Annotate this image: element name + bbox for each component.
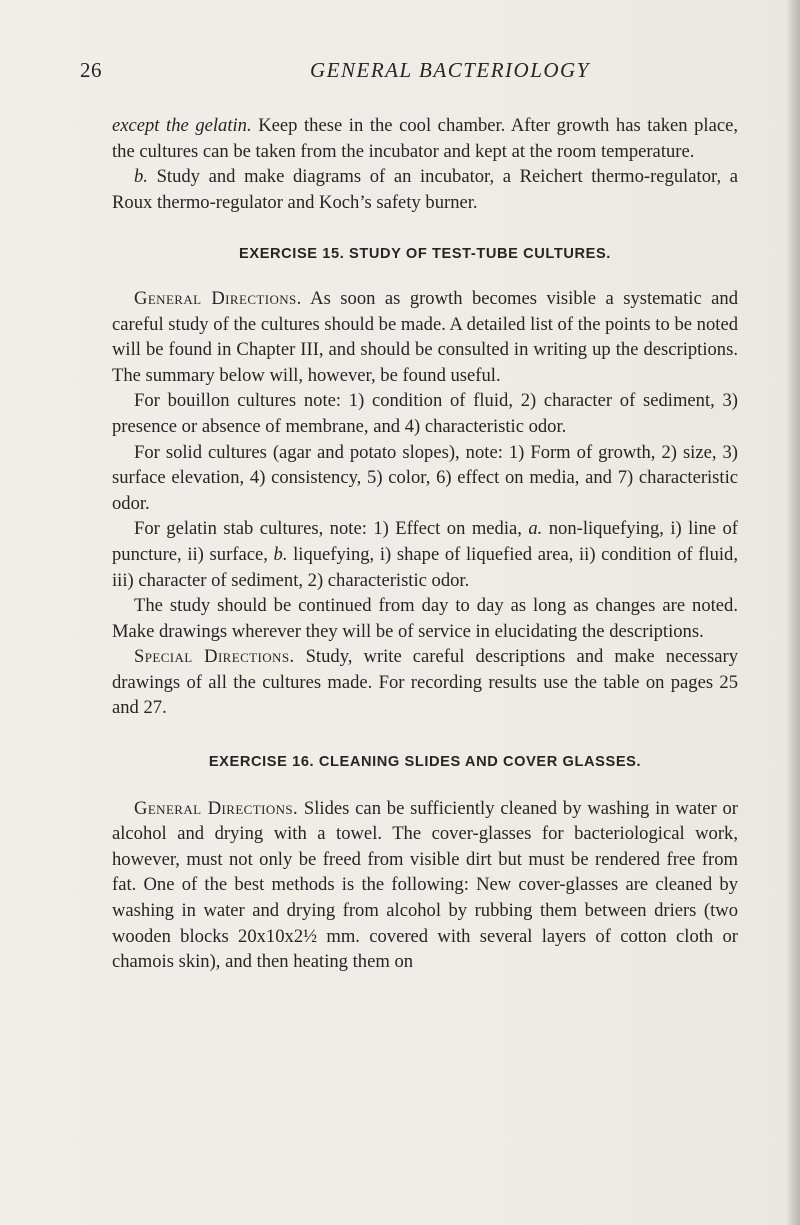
page-header <box>80 58 740 88</box>
running-head: GENERAL BACTERIOLOGY <box>310 58 590 82</box>
ex16-general-text: Slides can be sufficiently cleaned by washing in water or alcohol and drying with a towel. The cover-glasses for bacteriological work, however, must not only be freed from visible dirt but must be rendered free from fat. One of the best methods is the following: New cover-glasses are cleaned by washing in water and drying from alcohol by rubbing them between driers (two wooden blocks 20x10x2½ mm. covered with several layers of cotton cloth or chamois skin), and then heating them on <box>112 797 738 973</box>
page-edge-shadow <box>786 0 800 1225</box>
ex15-gelatin-paragraph <box>112 516 738 593</box>
ex15-general-directions <box>112 286 738 388</box>
gelatin-marker-a: a. <box>528 518 543 540</box>
intro-text: Keep these in the cool chamber. After growth has taken place, the cultures can be taken from the incubator and kept at the room temperature. <box>112 115 738 162</box>
paragraph-b-text: Study and make diagrams of an incubator, a Reichert thermo-regulator, a Roux thermo-regulator and Koch’s safety burner. <box>112 166 738 213</box>
ex15-special-text: Study, write careful descriptions and make necessary drawings of all the cultures made. For recording results use the table on pages 25 and 27. <box>112 646 738 719</box>
paragraph-b-marker: b. <box>134 166 148 188</box>
exercise-15-heading: EXERCISE 15. STUDY OF TEST-TUBE CULTURES. <box>239 246 611 263</box>
ex15-special-directions <box>112 644 738 721</box>
ex15-bouillon-paragraph: For bouillon cultures note: 1) condition of fluid, 2) character of sediment, 3) presence or absence of membrane, and 4) characteristic odor. <box>112 390 738 437</box>
ex15-continue-paragraph: The study should be continued from day to day as long as changes are noted. Make drawings wherever they will be of service in elucidating the descriptions. <box>112 595 738 642</box>
ex15-special-label: Special Directions. <box>134 646 295 668</box>
page-number: 26 <box>80 58 102 82</box>
gelatin-part-1: For gelatin stab cultures, note: 1) Effect on media, <box>134 518 529 540</box>
ex15-general-text: As soon as growth becomes visible a systematic and careful study of the cultures should be made. A detailed list of the points to be noted will be found in Chapter III, and should be consulted in writing up the descriptions. The summary below will, however, be found useful. <box>112 287 739 386</box>
gelatin-marker-b: b. <box>273 543 288 565</box>
ex15-general-label: General Directions. <box>134 287 302 309</box>
gelatin-part-3: liquefying, i) shape of liquefied area, ii) condition of fluid, iii) character of sediment, 2) characteristic odor. <box>112 543 738 591</box>
exercise-16-heading: EXERCISE 16. CLEANING SLIDES AND COVER GLASSES. <box>208 754 642 771</box>
gelatin-part-2: non-liquefying, i) line of puncture, ii) surface, <box>112 518 738 565</box>
intro-paragraph <box>112 113 738 164</box>
paragraph-b <box>112 164 738 215</box>
intro-italic: except the gelatin. <box>112 115 252 136</box>
page-body <box>112 113 738 975</box>
ex16-general-directions <box>112 796 738 975</box>
ex16-general-label: General Directions. <box>134 797 299 819</box>
ex15-solid-paragraph: For solid cultures (agar and potato slopes), note: 1) Form of growth, 2) size, 3) surface elevation, 4) consistency, 5) color, 6) effect on media, and 7) characteristic odor. <box>112 441 738 514</box>
